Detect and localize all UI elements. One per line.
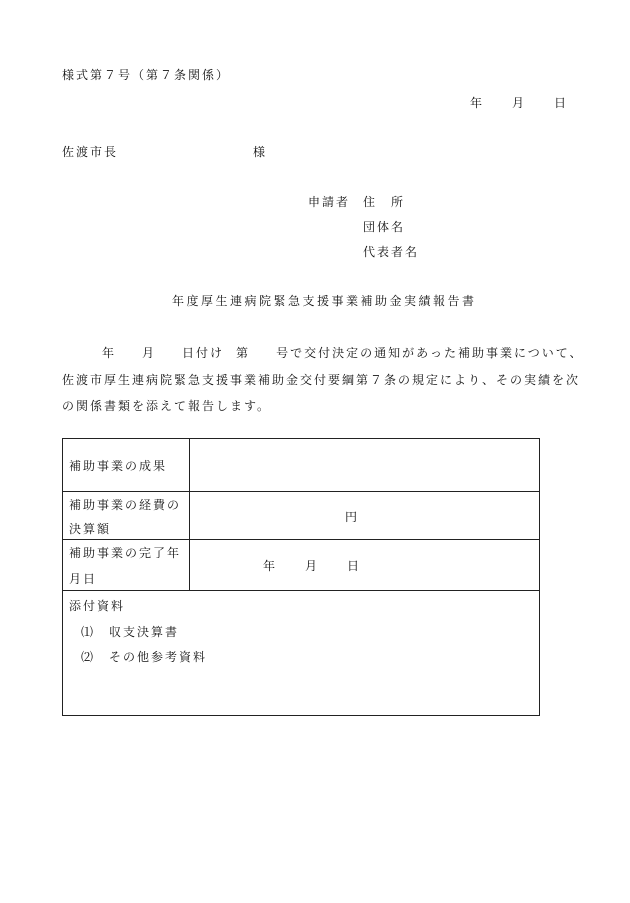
body-line-1-rest: 号で交付決定の通知があった補助事業について、: [276, 346, 584, 360]
representative-label: 代表者名: [363, 245, 420, 259]
completion-value-cell: [190, 540, 539, 590]
attachment-text: 収支決算書: [109, 625, 180, 639]
cost-unit-yen: 円: [345, 510, 360, 524]
body-line-3: の関係書類を添えて報告します。: [62, 399, 272, 413]
date-month: 月: [512, 96, 527, 110]
attachments-title: 添付資料: [69, 599, 126, 613]
body-line-1: [62, 345, 583, 361]
cost-label-line-2: 決算額: [69, 522, 112, 536]
completion-label-line-2: 月日: [69, 572, 98, 586]
cost-label-line-1: 補助事業の経費の: [69, 498, 182, 512]
body-day-dated: 日付け: [182, 346, 225, 360]
report-date: [470, 95, 568, 111]
result-label: 補助事業の成果: [69, 459, 168, 473]
date-year: 年: [470, 96, 485, 110]
table-row-completion: [63, 540, 539, 591]
completion-month: 月: [305, 559, 320, 573]
attachment-number: ⑴: [81, 625, 96, 639]
result-label-cell: [63, 439, 190, 491]
completion-label-line-1: 補助事業の完了年: [69, 546, 182, 560]
attachment-text: その他参考資料: [109, 650, 208, 664]
address-label: 住 所: [363, 195, 406, 209]
body-line-2: 佐渡市厚生連病院緊急支援事業補助金交付要綱第７条の規定により、その実績を次: [62, 373, 581, 387]
form-number: 様式第７号（第７条関係）: [62, 68, 231, 82]
table-row-result: [63, 439, 539, 492]
completion-label-cell: [63, 540, 190, 590]
completion-day: 日: [347, 559, 362, 573]
completion-date: [263, 557, 361, 574]
group-name-label: 団体名: [363, 220, 406, 234]
body-month: 月: [142, 346, 157, 360]
completion-year: 年: [263, 559, 278, 573]
attachment-item: [81, 648, 207, 665]
table-row-cost: [63, 492, 539, 540]
attachment-item: [81, 623, 179, 640]
body-dai: 第: [236, 346, 251, 360]
body-year: 年: [102, 346, 117, 360]
cost-label-cell: [63, 492, 190, 539]
cost-value-cell: [190, 492, 539, 539]
applicant-label: 申請者: [308, 195, 351, 209]
attachment-number: ⑵: [81, 650, 96, 664]
date-day: 日: [554, 96, 569, 110]
recipient-name: 佐渡市長: [62, 145, 119, 159]
recipient-honorific: 様: [253, 145, 268, 159]
result-value-cell: [190, 439, 539, 491]
document-title: 年度厚生連病院緊急支援事業補助金実績報告書: [172, 294, 477, 308]
report-table: [62, 438, 540, 716]
